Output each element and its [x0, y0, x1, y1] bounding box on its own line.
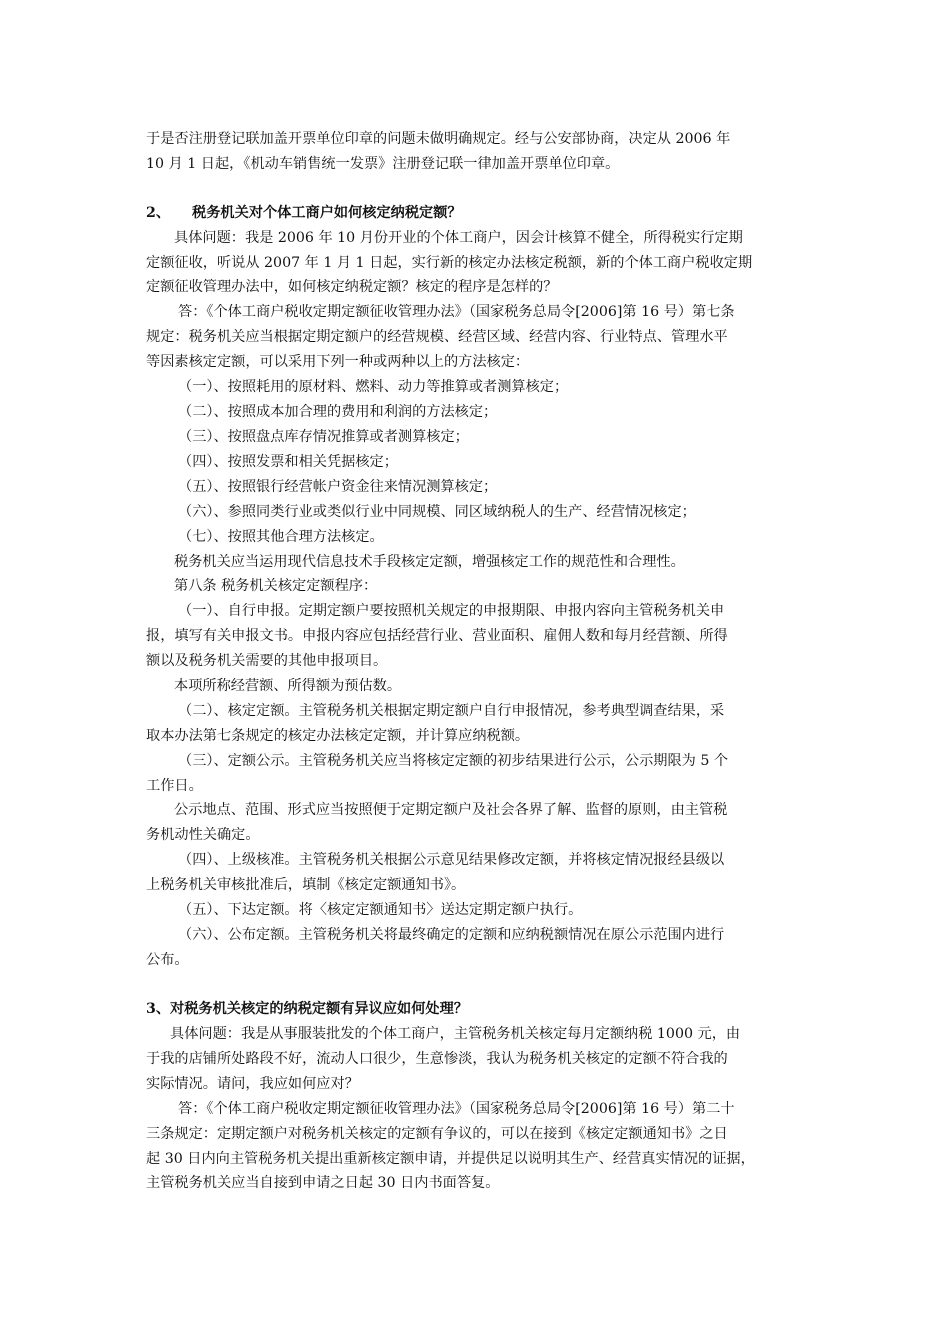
paragraph-line: 公示地点、范围、形式应当按照便于定期定额户及社会各界了解、监督的原则，由主管税 [174, 802, 728, 818]
procedure-step-line: （三）、定额公示。主管税务机关应当将核定定额的初步结果进行公示，公示期限为 5 个 [178, 753, 729, 769]
method-item: （五）、按照银行经营帐户资金往来情况测算核定； [178, 479, 498, 495]
intro-line: 于是否注册登记联加盖开票单位印章的问题未做明确规定。经与公安部协商，决定从 2006 年 [146, 131, 731, 147]
method-item: （六）、参照同类行业或类似行业中同规模、同区域纳税人的生产、经营情况核定； [178, 504, 696, 520]
procedure-step-line: 工作日。 [146, 778, 203, 794]
answer-line: 主管税务机关应当自接到申请之日起 30 日内书面答复。 [146, 1175, 500, 1191]
method-item: （三）、按照盘点库存情况推算或者测算核定； [178, 429, 469, 445]
procedure-step-line: 额以及税务机关需要的其他申报项目。 [146, 653, 388, 669]
article-title: 第八条 税务机关核定定额程序： [174, 578, 378, 594]
section-number: 2、 [146, 205, 171, 221]
question-line: 具体问题：我是 2006 年 10 月份开业的个体工商户，因会计核算不健全，所得税实行定期 [174, 230, 743, 246]
answer-line: 起 30 日内向主管税务机关提出重新核定额申请，并提供足以说明其生产、经营真实情况的证据， [146, 1151, 755, 1167]
question-line: 于我的店铺所处路段不好，流动人口很少，生意惨淡，我认为税务机关核定的定额不符合我的 [146, 1051, 728, 1067]
answer-line: 答：《个体工商户税收定期定额征收管理办法》（国家税务总局令[2006]第 16 号）第二十 [178, 1101, 735, 1117]
section-heading [146, 203, 818, 223]
answer-line: 答：《个体工商户税收定期定额征收管理办法》（国家税务总局令[2006]第 16 号）第七条 [178, 304, 735, 320]
method-item: （四）、按照发票和相关凭据核定； [178, 454, 398, 470]
procedure-step-line: 取本办法第七条规定的核定办法核定定额，并计算应纳税额。 [146, 728, 530, 744]
procedure-step-line: 公布。 [146, 952, 189, 968]
question-line: 定额征收管理办法中，如何核定纳税定额？核定的程序是怎样的？ [146, 279, 558, 295]
question-line: 定额征收，听说从 2007 年 1 月 1 日起，实行新的核定办法核定税额，新的个体工商户税收定期 [146, 255, 753, 271]
section-heading: 3、对税务机关核定的纳税定额有异议应如何处理？ [146, 1001, 468, 1017]
intro-line: 10 月 1 日起，《机动车销售统一发票》注册登记联一律加盖开票单位印章。 [146, 156, 620, 172]
procedure-step-line: 报，填写有关申报文书。申报内容应包括经营行业、营业面积、雇佣人数和每月经营额、所得 [146, 628, 728, 644]
procedure-step-line: （六）、公布定额。主管税务机关将最终确定的定额和应纳税额情况在原公示范围内进行 [178, 927, 725, 943]
procedure-step-line: （二）、核定定额。主管税务机关根据定期定额户自行申报情况，参考典型调查结果，采 [178, 703, 725, 719]
paragraph: 本项所称经营额、所得额为预估数。 [174, 678, 402, 694]
question-line: 实际情况。请问，我应如何应对？ [146, 1076, 359, 1092]
procedure-step-line: （四）、上级核准。主管税务机关根据公示意见结果修改定额，并将核定情况报经县级以 [178, 852, 725, 868]
answer-line: 三条规定：定期定额户对税务机关核定的定额有争议的，可以在接到《核定定额通知书》之日 [146, 1126, 728, 1142]
method-item: （七）、按照其他合理方法核定。 [178, 529, 384, 545]
method-item: （一）、按照耗用的原材料、燃料、动力等推算或者测算核定； [178, 379, 569, 395]
procedure-step-line: 上税务机关审核批准后，填制《核定定额通知书》。 [146, 877, 466, 893]
question-line: 具体问题：我是从事服装批发的个体工商户，主管税务机关核定每月定额纳税 1000 元，由 [170, 1026, 741, 1042]
paragraph-line: 务机动性关确定。 [146, 827, 260, 843]
procedure-step-line: （五）、下达定额。将〈核定定额通知书〉送达定期定额户执行。 [178, 902, 583, 918]
paragraph: 税务机关应当运用现代信息技术手段核定定额，增强核定工作的规范性和合理性。 [174, 554, 685, 570]
section-title: 税务机关对个体工商户如何核定纳税定额？ [192, 205, 462, 221]
method-item: （二）、按照成本加合理的费用和利润的方法核定； [178, 404, 498, 420]
answer-line: 规定：税务机关应当根据定期定额户的经营规模、经营区域、经营内容、行业特点、管理水平 [146, 329, 728, 345]
answer-line: 等因素核定定额，可以采用下列一种或两种以上的方法核定： [146, 354, 530, 370]
procedure-step-line: （一）、自行申报。定期定额户要按照机关规定的申报期限、申报内容向主管税务机关申 [178, 603, 725, 619]
